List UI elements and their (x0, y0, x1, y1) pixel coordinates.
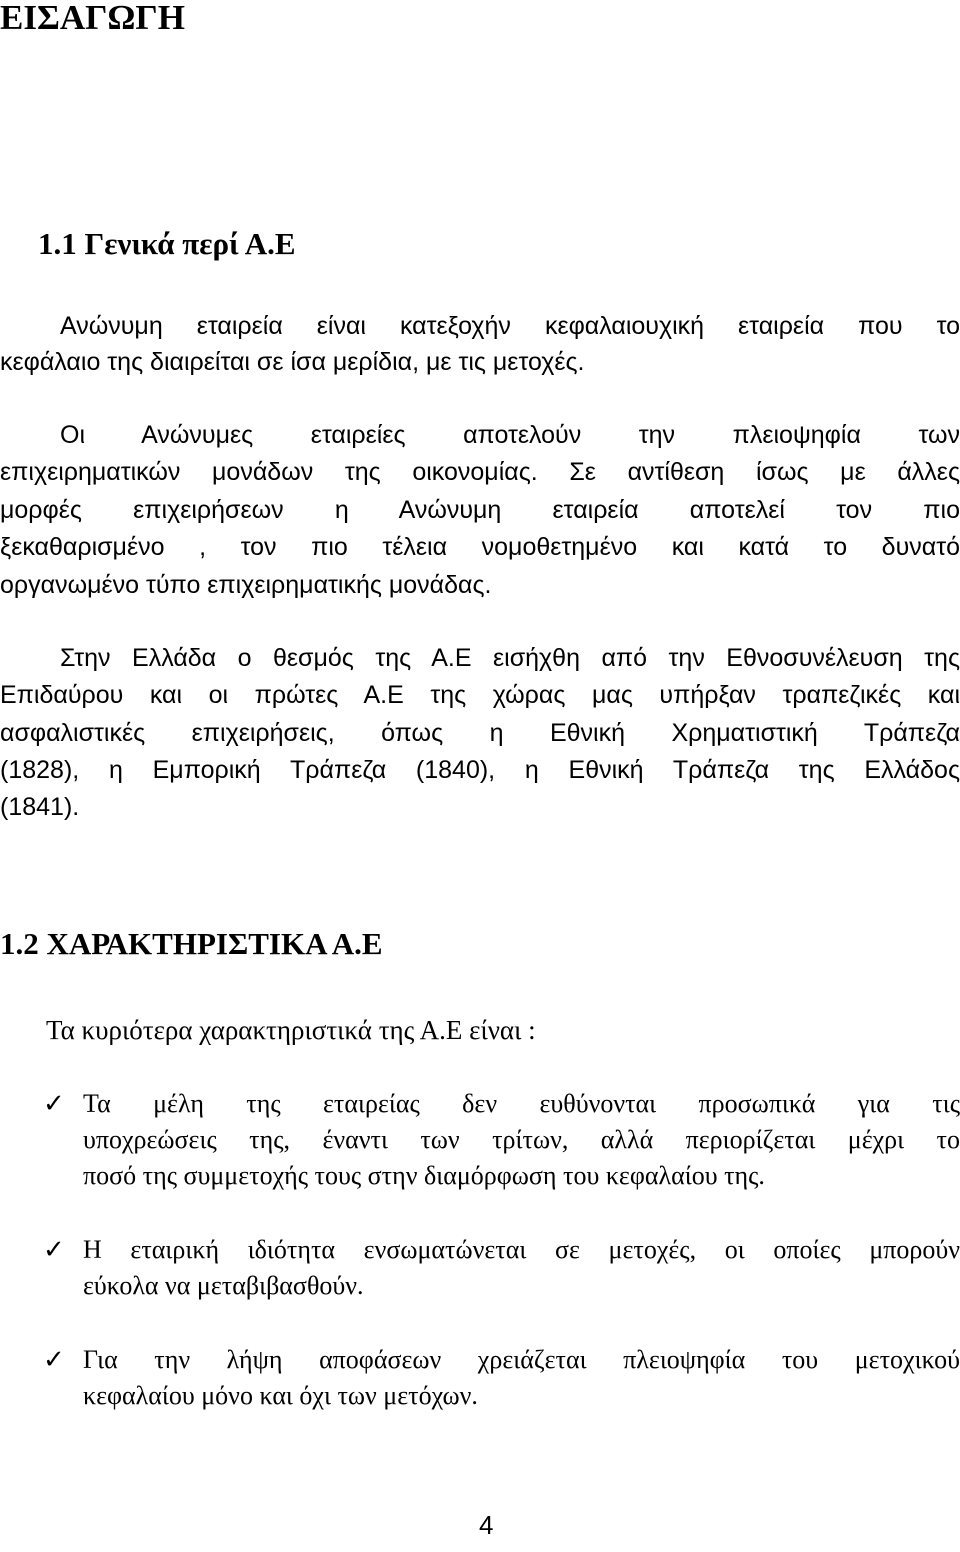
text-line: κεφαλαίου μόνο και όχι των μετόχων. (83, 1381, 478, 1410)
text-line: Επιδαύρου και οι πρώτες Α.Ε της χώρας μας υπήρξαν τραπεζικές και (0, 681, 960, 709)
text-line: Οι Ανώνυμες εταιρείες αποτελούν την πλειοψηφία των (60, 421, 960, 449)
section-heading-1-1: 1.1 Γενικά περί Α.Ε (38, 226, 296, 261)
check-mark-icon: ✓ (43, 1235, 65, 1265)
text-line: Τα μέλη της εταιρείας δεν ευθύνονται προσωπικά για τις (83, 1089, 960, 1118)
text-line: Η εταιρική ιδιότητα ενσωματώνεται σε μετοχές, οι οποίες μπορούν (83, 1235, 960, 1264)
check-mark-icon: ✓ (43, 1345, 65, 1375)
text-line: ποσό της συμμετοχής τους στην διαμόρφωση του κεφαλαίου της. (83, 1161, 765, 1190)
text-line: Για την λήψη αποφάσεων χρειάζεται πλειοψηφία του μετοχικού (83, 1345, 960, 1374)
text-line: Ανώνυμη εταιρεία είναι κατεξοχήν κεφαλαιουχική εταιρεία που το (60, 312, 960, 340)
text-line: υποχρεώσεις της, έναντι των τρίτων, αλλά περιορίζεται μέχρι το (83, 1125, 960, 1154)
text-line: ξεκαθαρισμένο , τον πιο τέλεια νομοθετημένο και κατά το δυνατό (0, 533, 960, 561)
check-mark-icon: ✓ (43, 1089, 65, 1119)
text-line: (1841). (0, 793, 80, 821)
text-line: (1828), η Εμπορική Τράπεζα (1840), η Εθνική Τράπεζα της Ελλάδος (0, 756, 960, 784)
text-line: κεφάλαιο της διαιρείται σε ίσα μερίδια, με τις μετοχές. (0, 348, 585, 376)
text-line: εύκολα να μεταβιβασθούν. (83, 1271, 364, 1300)
text-line: μορφές επιχειρήσεων η Ανώνυμη εταιρεία αποτελεί τον πιο (0, 496, 960, 524)
text-line: Στην Ελλάδα ο θεσμός της Α.Ε εισήχθη από την Εθνοσυνέλευση της (60, 644, 960, 672)
text-line: επιχειρηματικών μονάδων της οικονομίας. Σε αντίθεση ίσως με άλλες (0, 458, 960, 486)
text-line: ασφαλιστικές επιχειρήσεις, όπως η Εθνική Χρηματιστική Τράπεζα (0, 719, 960, 747)
characteristics-intro: Τα κυριότερα χαρακτηριστικά της Α.Ε είναι : (46, 1015, 536, 1045)
text-line: οργανωμένο τύπο επιχειρηματικής μονάδας. (0, 571, 492, 599)
section-heading-1-2: 1.2 ΧΑΡΑΚΤΗΡΙΣΤΙΚΑ Α.Ε (0, 926, 383, 961)
page-number: 4 (479, 1510, 494, 1540)
chapter-title: ΕΙΣΑΓΩΓΗ (0, 0, 185, 37)
